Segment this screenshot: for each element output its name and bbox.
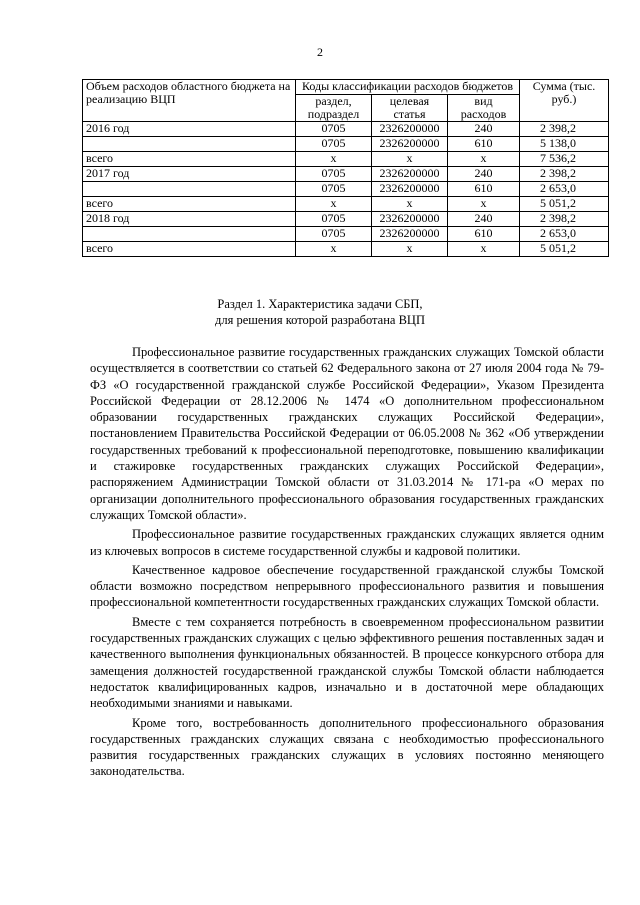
row-sum: 2 398,2 <box>520 167 609 182</box>
header-sum: Сумма (тыс. руб.) <box>520 80 609 122</box>
row-sum: 2 653,0 <box>520 182 609 197</box>
paragraph: Вместе с тем сохраняется потребность в своевременном профессиональном развитии государственных гражданских служащих с целью эффективного решения поставленных задач и качественного выполнения функциональных обязанностей. В процессе конкурсного отбора для замещения должностей государственной гражданской службы Томской области наблюдается недостаток квалифицированных кадров, изначально и в достаточной мере обладающих необходимыми знаниями и навыками. <box>90 614 604 711</box>
row-sum: 2 653,0 <box>520 227 609 242</box>
row-sum: 7 536,2 <box>520 152 609 167</box>
row-label <box>83 137 296 152</box>
table-row <box>83 122 609 137</box>
table-row <box>83 152 609 167</box>
body-text <box>90 344 604 783</box>
row-razdel: 0705 <box>296 227 372 242</box>
table-row <box>83 242 609 257</box>
budget-table <box>82 79 609 257</box>
row-vid: x <box>448 197 520 212</box>
row-vid: 240 <box>448 122 520 137</box>
row-target: x <box>372 197 448 212</box>
row-target: x <box>372 242 448 257</box>
paragraph: Профессиональное развитие государственных гражданских служащих Томской области осуществляется в соответствии со статьей 62 Федерального закона от 27 июля 2004 года № 79-ФЗ «О государственной гражданской службе Российской Федерации», Указом Президента Российской Федерации от 28.12.2006 № 1474 «О дополнительном профессиональном образовании государственных гражданских служащих Российской Федерации», постановлением Правительства Российской Федерации от 06.05.2008 № 362 «Об утверждении государственных требований к профессиональной переподготовке, повышению квалификации и стажировке государственных гражданских служащих Российской Федерации», распоряжением Администрации Томской области от 31.03.2014 № 171-ра «О мерах по организации дополнительного профессионального образования государственных гражданских служащих Томской области». <box>90 345 604 522</box>
row-razdel: 0705 <box>296 137 372 152</box>
header-vid: вид расходов <box>448 95 520 122</box>
table-row <box>83 137 609 152</box>
row-vid: 610 <box>448 227 520 242</box>
row-target: x <box>372 152 448 167</box>
row-target: 2326200000 <box>372 227 448 242</box>
row-vid: 240 <box>448 167 520 182</box>
section-title-line1: Раздел 1. Характеристика задачи СБП, <box>217 297 423 311</box>
row-razdel: x <box>296 197 372 212</box>
row-razdel: x <box>296 242 372 257</box>
row-target: 2326200000 <box>372 167 448 182</box>
row-label: всего <box>83 197 296 212</box>
row-razdel: x <box>296 152 372 167</box>
row-target: 2326200000 <box>372 182 448 197</box>
header-target: целевая статья <box>372 95 448 122</box>
paragraph: Профессиональное развитие государственных гражданских служащих является одним из ключевых вопросов в системе государственной службы и кадровой политики. <box>90 527 604 558</box>
row-label: 2017 год <box>83 167 296 182</box>
row-vid: 240 <box>448 212 520 227</box>
row-sum: 2 398,2 <box>520 212 609 227</box>
table-row <box>83 227 609 242</box>
row-razdel: 0705 <box>296 212 372 227</box>
row-target: 2326200000 <box>372 212 448 227</box>
paragraph: Качественное кадровое обеспечение государственной гражданской службы Томской области возможно посредством непрерывного профессионального развития и повышения профессиональной компетентности государственных гражданских служащих Томской области. <box>90 562 604 610</box>
table-row <box>83 197 609 212</box>
row-vid: x <box>448 152 520 167</box>
row-target: 2326200000 <box>372 122 448 137</box>
table-row <box>83 212 609 227</box>
row-label: 2018 год <box>83 212 296 227</box>
table-row <box>83 182 609 197</box>
row-sum: 2 398,2 <box>520 122 609 137</box>
row-label: 2016 год <box>83 122 296 137</box>
row-vid: x <box>448 242 520 257</box>
row-razdel: 0705 <box>296 182 372 197</box>
row-vid: 610 <box>448 137 520 152</box>
section-title <box>0 296 640 328</box>
section-title-line2: для решения которой разработана ВЦП <box>215 313 425 327</box>
table-header-row <box>83 80 609 95</box>
row-label: всего <box>83 152 296 167</box>
row-vid: 610 <box>448 182 520 197</box>
row-sum: 5 138,0 <box>520 137 609 152</box>
row-razdel: 0705 <box>296 167 372 182</box>
table-row <box>83 167 609 182</box>
header-volume: Объем расходов областного бюджета на реализацию ВЦП <box>83 80 296 122</box>
row-sum: 5 051,2 <box>520 242 609 257</box>
row-razdel: 0705 <box>296 122 372 137</box>
row-label: всего <box>83 242 296 257</box>
row-label <box>83 182 296 197</box>
header-codes-group: Коды классификации расходов бюджетов <box>296 80 520 95</box>
paragraph: Кроме того, востребованность дополнительного профессионального образования государственных гражданских служащих связана с необходимостью профессионального развития государственных гражданских служащих в условиях постоянно меняющего законодательства. <box>90 715 604 779</box>
row-sum: 5 051,2 <box>520 197 609 212</box>
row-label <box>83 227 296 242</box>
row-target: 2326200000 <box>372 137 448 152</box>
page-number: 2 <box>317 45 323 59</box>
header-razdel: раздел, подраздел <box>296 95 372 122</box>
